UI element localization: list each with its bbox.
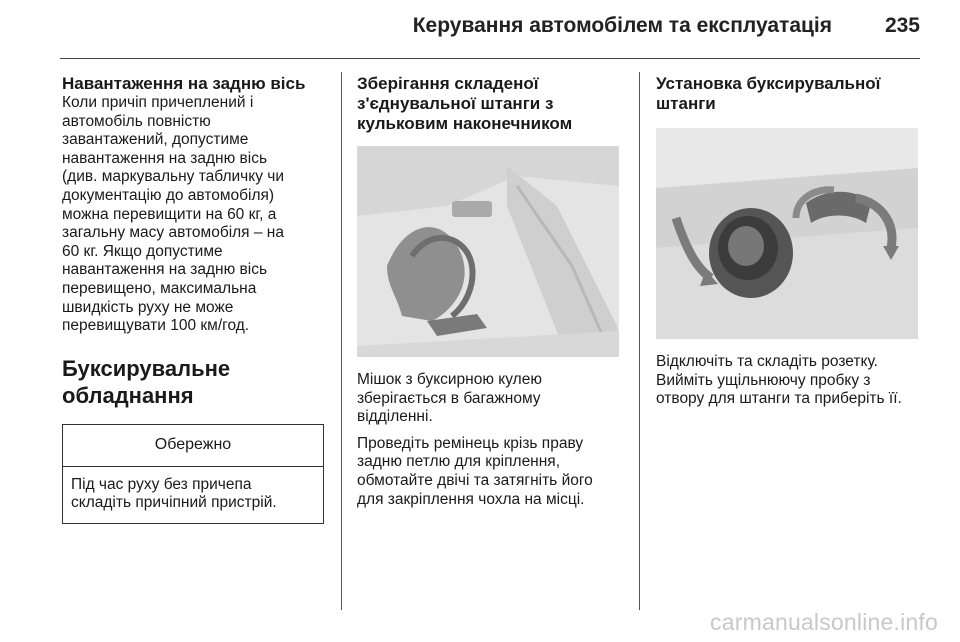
text-line: автомобіль повністю <box>62 112 211 130</box>
text-line: Відключіть та складіть розетку. <box>656 353 878 370</box>
heading-line: кульковим наконечником <box>357 114 573 133</box>
column-divider-right <box>639 72 640 610</box>
heading-line: штанги <box>656 94 716 113</box>
installation-heading <box>656 74 926 114</box>
page-number: 235 <box>884 14 920 37</box>
caution-box <box>62 424 324 524</box>
title-line: Буксирувальне <box>62 355 231 381</box>
text-line: Коли причіп причеплений і <box>62 94 254 111</box>
text-line: задню петлю для кріплення, <box>357 453 561 471</box>
text-line: 60 кг. Якщо допустиме <box>62 242 223 260</box>
column-divider-left <box>341 72 342 610</box>
text-line: Вийміть ущільнюючу пробку з <box>656 371 871 389</box>
heading-line: Зберігання складеної <box>357 74 539 93</box>
text-line: Мішок з буксирною кулею <box>357 371 542 388</box>
storage-heading <box>357 74 627 134</box>
text-line: перевищувати 100 км/год. <box>62 317 250 335</box>
towing-equipment-title <box>62 355 328 409</box>
rear-axle-load-heading: Навантаження на задню вісь <box>62 74 306 93</box>
text-line: документацію до автомобіля) <box>62 186 275 204</box>
text-line: швидкість руху не може <box>62 298 234 316</box>
text-line: можна перевищити на 60 кг, а <box>62 205 277 223</box>
header-rule <box>60 58 920 59</box>
caution-text <box>63 467 323 523</box>
text-line: обмотайте двічі та затягніть його <box>357 471 593 489</box>
text-line: Проведіть ремінець крізь праву <box>357 434 584 452</box>
text-line: для закріплення чохла на місці. <box>357 490 585 508</box>
text-line: відділенні. <box>357 408 433 426</box>
caution-title: Обережно <box>63 425 323 467</box>
text-line: Під час руху без причепа <box>71 475 252 493</box>
text-line: (див. маркувальну табличку чи <box>62 168 284 186</box>
text-line: завантажений, допустиме <box>62 131 249 149</box>
tow-bag-in-trunk-photo <box>357 146 619 357</box>
installation-text <box>656 353 926 409</box>
watermark: carmanualsonline.info <box>710 609 938 635</box>
heading-line: Установка буксирувальної <box>656 74 881 93</box>
column-1 <box>62 74 328 524</box>
column-2 <box>357 74 627 509</box>
page-header-title: Керування автомобілем та експлуатація <box>412 14 832 37</box>
socket-and-plug-photo <box>656 128 918 339</box>
text-line: навантаження на задню вісь <box>62 149 268 167</box>
bag-storage-text <box>357 371 627 427</box>
text-line: отвору для штанги та приберіть її. <box>656 390 902 408</box>
text-line: складіть причіпний пристрій. <box>71 494 277 512</box>
text-line: зберігається в багажному <box>357 389 541 407</box>
heading-line: з'єднувальної штанги з <box>357 94 554 113</box>
text-line: перевищено, максимальна <box>62 279 257 297</box>
strap-instructions-text <box>357 435 627 509</box>
title-line: обладнання <box>62 382 194 408</box>
text-line: навантаження на задню вісь <box>62 261 268 279</box>
column-3 <box>656 74 926 409</box>
rear-axle-load-text <box>62 94 328 336</box>
text-line: загальну масу автомобіля – на <box>62 224 284 242</box>
